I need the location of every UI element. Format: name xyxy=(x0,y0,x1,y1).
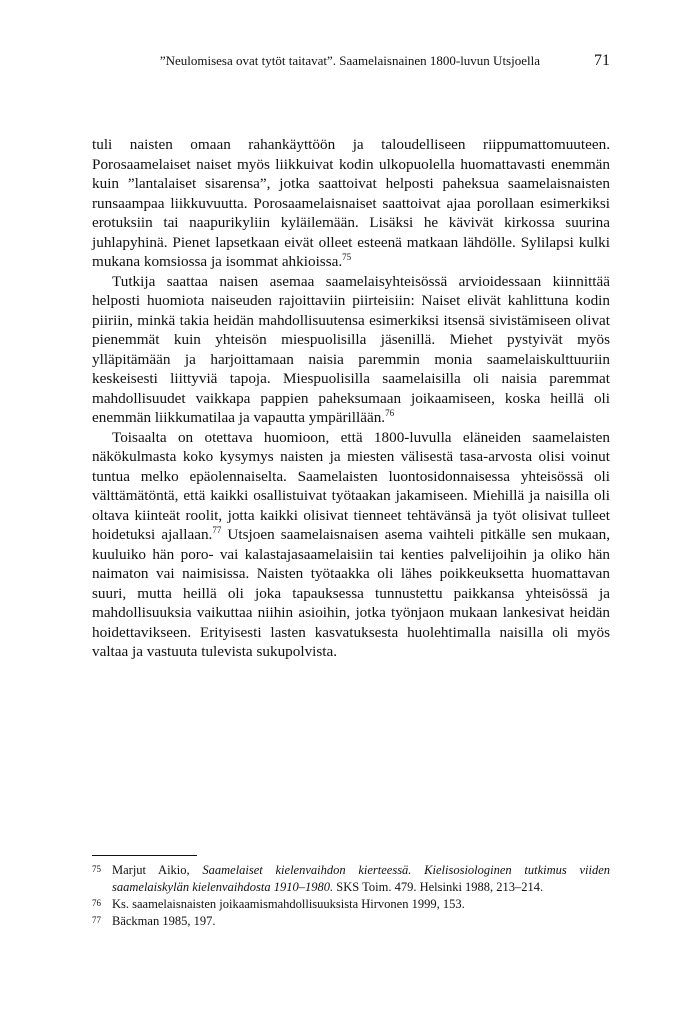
footnotes xyxy=(92,862,610,930)
footnote-number: 75 xyxy=(92,864,101,874)
footnote-number: 77 xyxy=(92,915,101,925)
paragraph-text: Tutkija saattaa naisen asemaa saamelaisyhteisössä arvioidessaan kiinnittää helposti huomiota naiseuden rajoittaviin piirteisiin: Naiset elivät kahlittuna kodin piiriin, minkä takia heidän mahdollisuutensa esimerkiksi itsensä sivistämiseen olivat pienemmät kuin yhteisön miespuolisilla jäsenillä. Miehet pystyivät myös ylläpitämään ja harjoittamaan naisia paremmin monia saamelaiskulttuuriin keskeisesti liittyviä tapoja. Miespuolisilla saamelaisilla oli naisia paremmat mahdollisuudet vaikkapa pappien paheksumaan joikaamiseen, koska heillä oli enemmän liikkumatilaa ja vapautta ympärillään. xyxy=(92,272,610,426)
paragraph-text: tuli naisten omaan rahankäyttöön ja taloudelliseen riippumattomuuteen. Porosaamelaiset naiset myös liikkuivat kodin ulkopuolella huomattavasti enemmän kuin ”lantalaiset sisarensa”, jotka saattoivat helposti paheksua saamelaisnaisten runsaampaa liikkuvuutta. Porosaamelaisnaiset saattoivat ajaa porollaan esimerkiksi erotuksiin tai naapurikyliin kyläilemään. Lisäksi he kävivät kirkossa suurina juhlapyhinä. Pienet lapsetkaan eivät olleet esteenä matkaan lähdölle. Sylilapsi kulki mukana komsiossa ja isommat ahkioissa. xyxy=(92,136,610,270)
footnote xyxy=(92,862,610,896)
footnote-ref[interactable]: 77 xyxy=(212,524,222,535)
footnote-rule xyxy=(92,855,197,856)
footnote-ref[interactable]: 75 xyxy=(342,251,352,262)
footnote-ref[interactable]: 76 xyxy=(385,407,395,418)
paragraph xyxy=(92,135,610,272)
paragraph xyxy=(92,428,610,662)
footnote-author: Marjut Aikio, xyxy=(112,863,203,877)
body-text xyxy=(92,135,610,662)
footnote-number: 76 xyxy=(92,898,101,908)
footnote-text: Bäckman 1985, 197. xyxy=(112,914,216,928)
footnote-rest: SKS Toim. 479. Helsinki 1988, 213–214. xyxy=(333,880,544,894)
footnote-title: Saamelaiset kielenvaihdon kierteessä. Kielisosiologinen tutkimus viiden saamelaiskylän kielenvaihdosta 1910–1980. xyxy=(112,863,610,894)
running-title: ”Neulomisesa ovat tytöt taitavat”. Saamelaisnainen 1800-luvun Utsjoella xyxy=(159,53,540,68)
page-number: 71 xyxy=(594,52,610,69)
footnote xyxy=(92,896,610,913)
paragraph xyxy=(92,272,610,428)
footnote xyxy=(92,913,610,930)
footnote-text: Ks. saamelaisnaisten joikaamismahdollisuuksista Hirvonen 1999, 153. xyxy=(112,897,465,911)
paragraph-text: Toisaalta on otettava huomioon, että 1800-luvulla eläneiden saamelaisten näkökulmasta koko kysymys naisten ja miesten välisestä tasa-arvosta olisi voinut tuntua melko epäolennaiselta. Saamelaisten luontosidonnaisessa yhteisössä oli välttämätöntä, että kaikki osallistuivat työtaakan jakamiseen. Miehillä ja naisilla oli oltava kiinteät roolit, jotta kaikki olisivat tienneet tehtävänsä ja työt olisivat tulleet hoidetuksi ajallaan. xyxy=(92,428,610,543)
paragraph-text: Utsjoen saamelaisnaisen asema vaihteli pitkälle sen mukaan, kuuluiko hän poro- vai kalastajasaamelaisiin tai kenties palvelijoihin ja oliko hän naimaton vai naimisissa. Naisten työtaakka oli lähes poikkeuksetta huomattavan suuri, mutta heillä oli joka tapauksessa tunnustettu paikkansa yhteisössä ja mahdollisuuksia vaikuttaa niihin asioihin, jotka työnjaon mukaan lankesivat heidän hoidettavikseen. Erityisesti lasten kasvatuksesta huolehtimalla naisilla oli myös valtaa ja vastuuta tulevista sukupolvista. xyxy=(92,526,610,660)
